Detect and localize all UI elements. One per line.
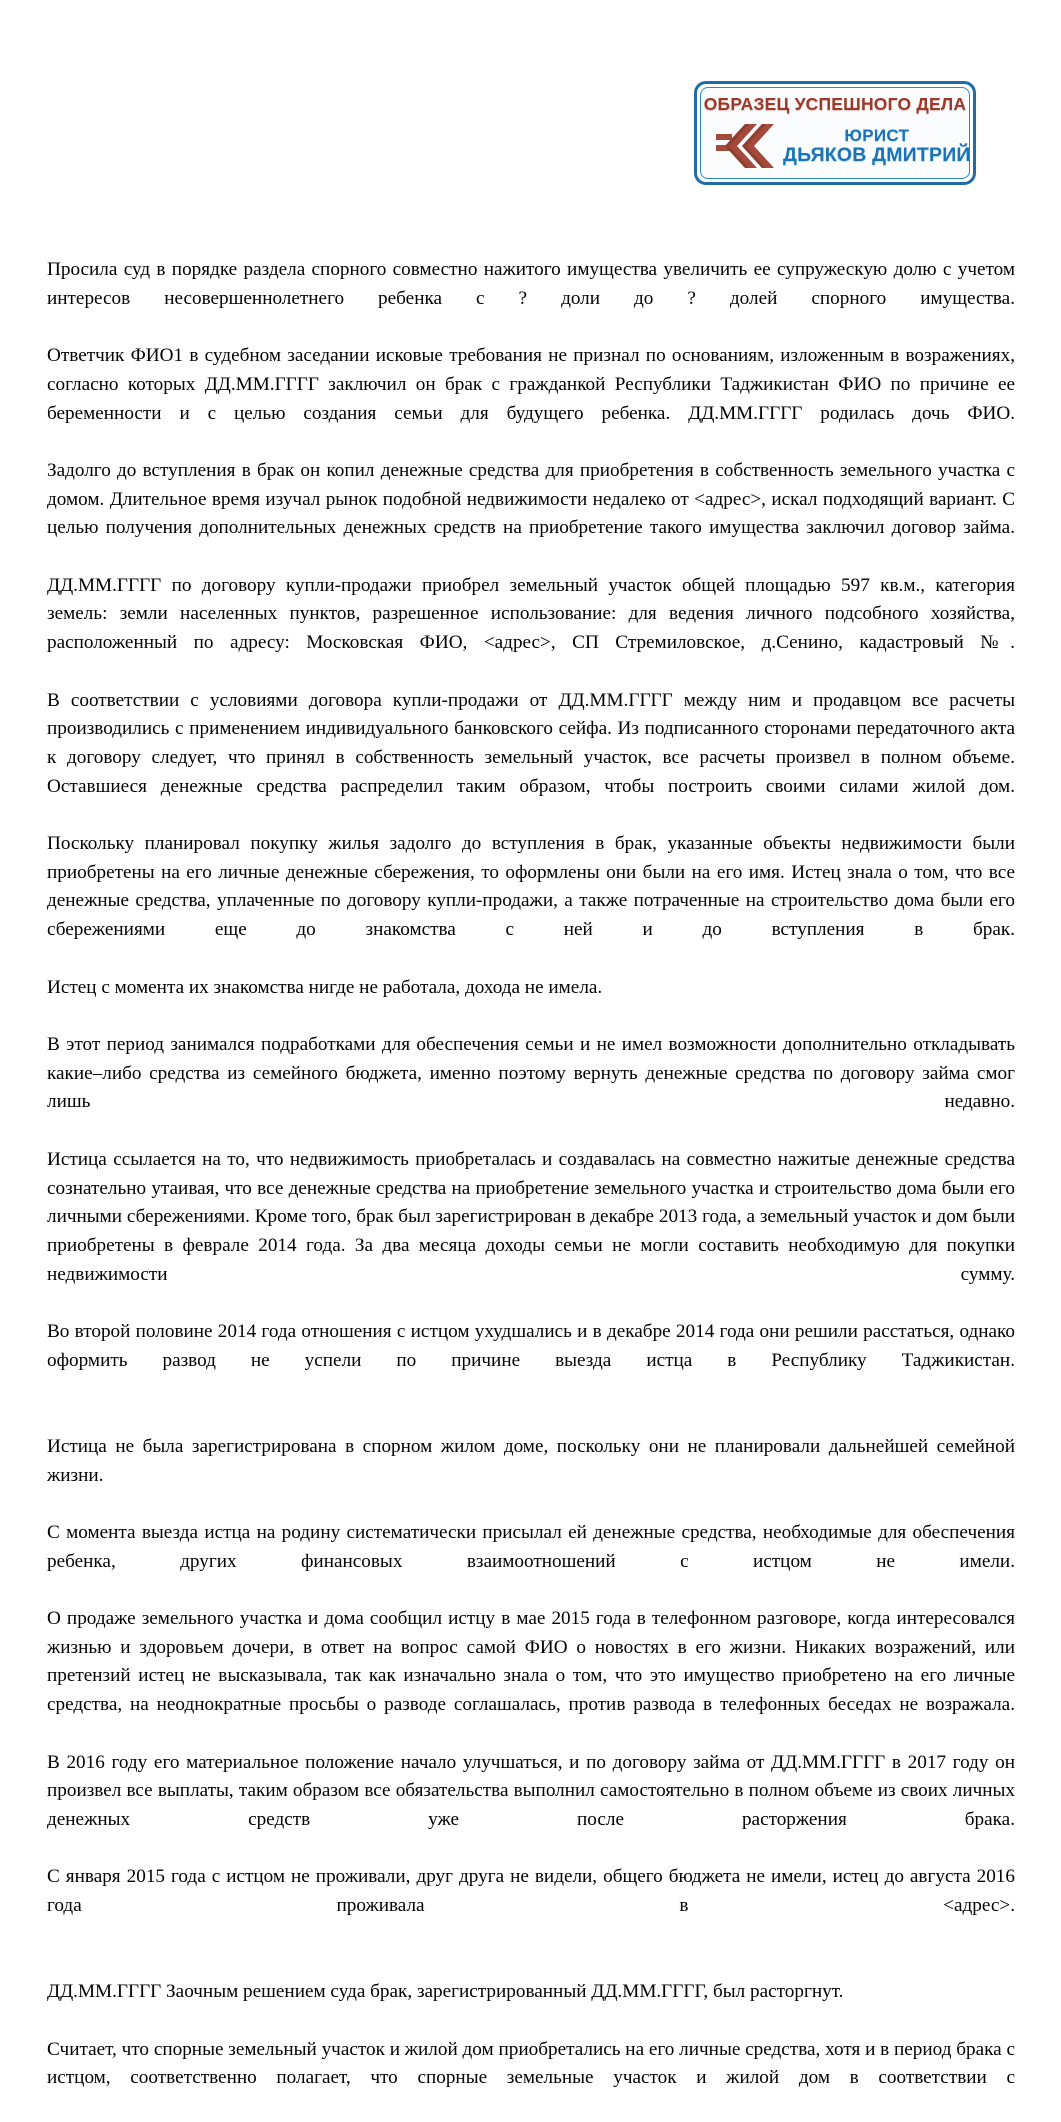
paragraph: Истица ссылается на то, что недвижимость приобреталась и создавалась на совместно нажитые денежные средства сознательно утаивая, что все денежные средства на приобретение земельного участка и строительство дома были его личными сбережениями. Кроме того, брак был зарегистрирован в декабре 2013 года, а земельный участок и дом были приобретены в феврале 2014 года. За два месяца доходы семьи не могли составить необходимую для покупки недвижимости сумму. xyxy=(47,1148,1015,1285)
paragraph: Просила суд в порядке раздела спорного совместно нажитого имущества увеличить ее супружескую долю с учетом интересов несовершеннолетнего ребенка с ? доли до ? долей спорного имущества. xyxy=(47,259,1015,309)
paragraph: Истец с момента их знакомства нигде не работала, дохода не имела. xyxy=(47,976,603,998)
paragraph: Истица не была зарегистрирована в спорном жилом доме, поскольку они не планировали дальнейшей семейной жизни. xyxy=(47,1435,1015,1486)
paragraph: В этот период занимался подработками для обеспечения семьи и не имел возможности дополнительно откладывать какие–либо средства из семейного бюджета, именно поэтому вернуть денежные средства по договору займа смог лишь недавно. xyxy=(47,1033,1015,1113)
paragraph: О продаже земельного участка и дома сообщил истцу в мае 2015 года в телефонном разговоре, когда интересовался жизнью и здоровьем дочери, в ответ на вопрос самой ФИО о новостях в его жизни. Никаких возражений, или претензий истец не высказывала, так как изначально знала о том, что это имущество приобретено на его личные средства, на неоднократные просьбы о разводе соглашалась, против развода в телефонных беседах не возражала. xyxy=(47,1608,1015,1716)
paragraph: Задолго до вступления в брак он копил денежные средства для приобретения в собственность земельного участка с домом. Длительное время изучал рынок подобной недвижимости недалеко от <адрес>, искал подходящий вариант. С целью получения дополнительных денежных средств на приобретение такого имущества заключил договор займа. xyxy=(47,459,1015,539)
paragraph: ДД.ММ.ГГГГ по договору купли-продажи приобрел земельный участок общей площадью 597 кв.м., категория земель: земли населенных пунктов, разрешенное использование: для ведения личного подсобного хозяйства, расположенный по адресу: Московская ФИО, <адрес>, СП Стремиловское, д.Сенино, кадастровый №. xyxy=(47,574,1015,654)
document-body xyxy=(47,256,1015,2122)
paragraph: ДД.ММ.ГГГГ Заочным решением суда брак, зарегистрированный ДД.ММ.ГГГГ, был расторгнут. xyxy=(47,1981,844,2003)
stylized-k-monogram-icon xyxy=(715,120,779,172)
paragraph-spacer xyxy=(47,1949,1015,1978)
stamp-person-name-label: ДЬЯКОВ ДМИТРИЙ xyxy=(783,143,971,166)
paragraph: В соответствии с условиями договора купли-продажи от ДД.ММ.ГГГГ между ним и продавцом все расчеты производились с применением индивидуального банковского сейфа. Из подписанного сторонами передаточного акта к договору следует, что принял в собственность земельный участок, все расчеты произвел в полном объеме. Оставшиеся денежные средства распределил таким образом, чтобы построить своими силами жилой дом. xyxy=(47,689,1015,797)
stamp-profession-label: ЮРИСТ xyxy=(844,125,910,145)
paragraph: С января 2015 года с истцом не проживали, друг друга не видели, общего бюджета не имели, истец до августа 2016 года проживала в <адрес>. xyxy=(47,1866,1015,1917)
paragraph: Во второй половине 2014 года отношения с истцом ухудшались и в декабре 2014 года они решили расстаться, однако оформить развод не успели по причине выезда истца в Республику Таджикистан. xyxy=(47,1321,1015,1371)
stamp-lawyer-name xyxy=(783,127,971,165)
paragraph-spacer xyxy=(47,1404,1015,1433)
paragraph: В 2016 году его материальное положение начало улучшаться, и по договору займа от ДД.ММ.ГГГГ в 2017 году он произвел все выплаты, таким образом все обязательства выполнил самостоятельно в полном объеме из своих личных денежных средств уже после расторжения брака. xyxy=(47,1751,1015,1830)
success-case-stamp xyxy=(694,81,976,185)
paragraph: Считает, что спорные земельный участок и жилой дом приобретались на его личные средства, хотя и в период брака с истцом, соответственно полагает, что спорные земельные участок и жилой дом в соответствии с xyxy=(47,2038,1015,2089)
stamp-inner-frame xyxy=(700,87,970,179)
stamp-content-row xyxy=(701,120,969,172)
paragraph: Ответчик ФИО1 в судебном заседании исковые требования не признал по основаниям, изложенным в возражениях, согласно которых ДД.ММ.ГГГГ заключил он брак с гражданкой Республики Таджикистан ФИО по причине ее беременности и с целью создания семьи для будущего ребенка. ДД.ММ.ГГГГ родилась дочь ФИО. xyxy=(47,345,1015,424)
paragraph: С момента выезда истца на родину систематически присылал ей денежные средства, необходимые для обеспечения ребенка, других финансовых взаимоотношений с истцом не имели. xyxy=(47,1521,1015,1572)
paragraph: Поскольку планировал покупку жилья задолго до вступления в брак, указанные объекты недвижимости были приобретены на его личные денежные сбережения, то оформлены они были на его имя. Истец знала о том, что все денежные средства, уплаченные по договору купли-продажи, а также потраченные на строительство дома были его сбережениями еще до знакомства с ней и до вступления в брак. xyxy=(47,833,1015,941)
stamp-title: ОБРАЗЕЦ УСПЕШНОГО ДЕЛА xyxy=(703,94,967,114)
